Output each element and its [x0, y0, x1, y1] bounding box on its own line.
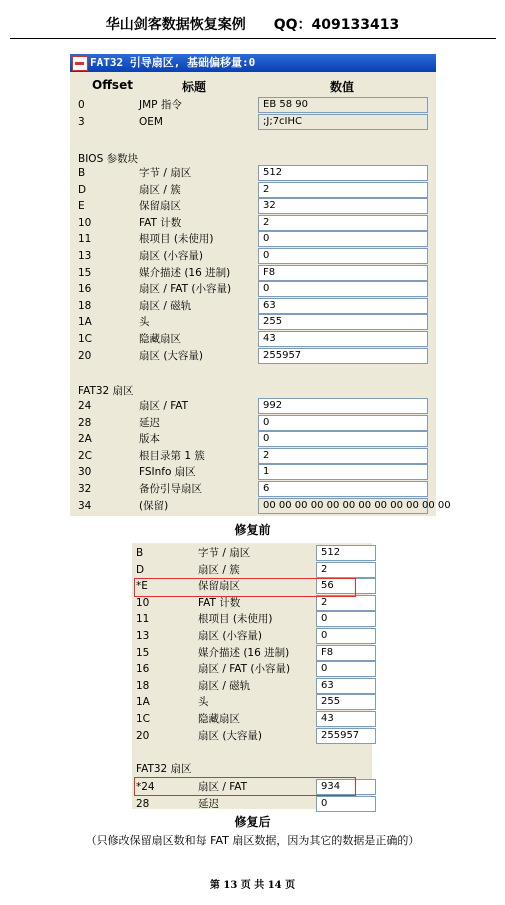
- group-fat32-sector: FAT32 扇区: [136, 763, 192, 775]
- repair-note: （只修改保留扇区数和每 FAT 扇区数据，因为其它的数据是正确的）: [85, 834, 420, 847]
- field-label: 扇区 / 磁轨: [139, 299, 192, 312]
- caption-before: 修复前: [234, 523, 271, 537]
- field-label: 根项目 (未使用): [198, 613, 273, 626]
- field-offset: 18: [136, 679, 150, 692]
- field-value-input[interactable]: F8: [258, 265, 428, 281]
- field-offset: D: [136, 563, 145, 576]
- field-offset: 28: [78, 416, 92, 429]
- field-row: [132, 595, 372, 611]
- field-row: [70, 281, 436, 297]
- field-label: 扇区 / 簇: [198, 563, 240, 576]
- field-row: [70, 248, 436, 264]
- field-value-input[interactable]: 0: [316, 628, 376, 644]
- field-value-input[interactable]: F8: [316, 645, 376, 661]
- field-value-input[interactable]: 1: [258, 464, 428, 480]
- field-row: [70, 481, 436, 497]
- field-label: (保留): [139, 499, 169, 512]
- column-header-value: 数值: [330, 80, 355, 94]
- field-offset: 13: [136, 630, 150, 642]
- field-value-input[interactable]: 0: [258, 231, 428, 247]
- field-row: [70, 265, 436, 281]
- field-label: 备份引导扇区: [139, 483, 202, 495]
- field-label: 字节 / 扇区: [198, 547, 251, 559]
- field-value-input[interactable]: 43: [316, 711, 376, 727]
- field-offset: 20: [78, 349, 92, 362]
- field-label: 媒介描述 (16 进制): [198, 646, 290, 659]
- field-offset: 32: [78, 483, 92, 495]
- field-value-input[interactable]: 00 00 00 00 00 00 00 00 00 00 00 00: [258, 498, 428, 514]
- field-value-input[interactable]: 63: [258, 298, 428, 314]
- field-value-input[interactable]: 0: [258, 248, 428, 264]
- field-offset: *24: [136, 781, 155, 793]
- field-offset: 1C: [136, 713, 151, 725]
- field-row: [70, 165, 436, 181]
- field-label: FSInfo 扇区: [139, 466, 196, 479]
- field-row: [70, 498, 451, 514]
- field-label: 扇区 (小容量): [198, 630, 263, 642]
- field-value-input[interactable]: 512: [258, 165, 428, 181]
- boot-sector-panel-before: [70, 54, 451, 516]
- field-offset: 10: [136, 596, 150, 609]
- column-header-offset: Offset: [92, 78, 133, 92]
- field-offset: 34: [78, 499, 92, 512]
- field-value-input[interactable]: 0: [316, 661, 376, 677]
- field-value-input[interactable]: 992: [258, 398, 428, 414]
- field-row: [70, 464, 436, 480]
- field-value-input[interactable]: 0: [316, 796, 376, 812]
- field-offset: *E: [136, 580, 148, 593]
- field-row: [70, 97, 436, 113]
- field-value-input[interactable]: 43: [258, 331, 428, 347]
- field-offset: 1A: [78, 316, 92, 329]
- field-offset: E: [78, 200, 85, 213]
- field-row: [70, 398, 436, 414]
- header-title: 华山剑客数据恢复案例: [105, 17, 246, 33]
- field-label: 媒介描述 (16 进制): [139, 266, 231, 279]
- field-offset: 2A: [78, 433, 92, 446]
- field-offset: 1C: [78, 333, 93, 345]
- group-bios-parameter-block: BIOS 参数块: [78, 153, 139, 165]
- field-value-input[interactable]: 255957: [258, 348, 428, 364]
- column-header-title: 标题: [182, 80, 207, 94]
- field-offset: 1A: [136, 696, 150, 709]
- field-label: OEM: [139, 115, 163, 128]
- field-value-input[interactable]: 2: [258, 448, 428, 464]
- field-row: [70, 231, 436, 247]
- field-label: 头: [139, 316, 150, 329]
- field-value-input[interactable]: 934: [316, 779, 376, 795]
- field-label: 版本: [139, 433, 160, 446]
- field-row: [132, 678, 372, 694]
- field-row: [70, 348, 436, 364]
- field-value-input[interactable]: 6: [258, 481, 428, 497]
- field-row: [132, 694, 372, 710]
- field-label: 扇区 / 磁轨: [198, 679, 251, 692]
- field-value-input[interactable]: 0: [316, 611, 376, 627]
- field-offset: 18: [78, 299, 92, 312]
- field-offset: 30: [78, 466, 92, 479]
- field-label: 保留扇区: [139, 200, 181, 213]
- field-offset: 15: [136, 646, 150, 659]
- field-label: 延迟: [139, 416, 160, 429]
- field-offset: D: [78, 183, 87, 196]
- field-offset: 2C: [78, 449, 93, 462]
- field-value-input[interactable]: 2: [258, 215, 428, 231]
- field-row: [70, 182, 436, 198]
- field-label: 字节 / 扇区: [139, 167, 192, 179]
- field-value-input[interactable]: 255: [316, 694, 376, 710]
- field-row: [70, 114, 436, 130]
- field-value-input[interactable]: 2: [316, 595, 376, 611]
- field-row: [70, 314, 436, 330]
- group-fat32-sector: FAT32 扇区: [78, 385, 134, 397]
- field-offset: 3: [78, 115, 85, 128]
- field-offset: 16: [78, 283, 92, 296]
- header-qq: QQ：409133413: [273, 17, 400, 33]
- field-row: [70, 415, 436, 431]
- field-label: FAT 计数: [198, 596, 241, 609]
- field-label: 扇区 / 簇: [139, 183, 181, 196]
- field-value-input[interactable]: 32: [258, 198, 428, 214]
- field-row: [132, 661, 372, 677]
- field-offset: 28: [136, 797, 150, 810]
- field-value-input[interactable]: 255: [258, 314, 428, 330]
- page-footer: 第 13 页 共 14 页: [209, 880, 296, 891]
- field-label: 根项目 (未使用): [139, 233, 214, 246]
- field-offset: 0: [78, 99, 85, 111]
- field-offset: B: [136, 547, 144, 559]
- document-header: [0, 14, 505, 34]
- field-label: 扇区 (小容量): [139, 250, 204, 262]
- field-row: [70, 298, 436, 314]
- field-label: 扇区 (大容量): [198, 729, 263, 742]
- field-label: JMP 指令: [139, 99, 182, 111]
- field-offset: 10: [78, 216, 92, 229]
- field-row: [132, 562, 372, 578]
- field-label: 扇区 / FAT: [198, 781, 248, 793]
- field-row: [132, 611, 372, 627]
- field-offset: 15: [78, 266, 92, 279]
- field-value-input[interactable]: 0: [258, 431, 428, 447]
- field-row: [70, 331, 436, 347]
- field-value-input[interactable]: 2: [258, 182, 428, 198]
- field-label: 扇区 / FAT (小容量): [198, 663, 291, 676]
- field-offset: 11: [136, 613, 150, 626]
- field-row: [70, 215, 436, 231]
- field-row: [70, 198, 436, 214]
- field-value-input[interactable]: EB 58 90: [258, 97, 428, 113]
- field-row: [132, 645, 372, 661]
- field-row: [70, 431, 436, 447]
- field-row: [132, 628, 372, 644]
- field-offset: 11: [78, 233, 92, 246]
- field-row: [132, 711, 372, 727]
- field-label: 扇区 / FAT: [139, 400, 189, 412]
- field-label: 根目录第 1 簇: [139, 449, 205, 462]
- field-label: 延迟: [198, 797, 219, 810]
- header-rule: [10, 38, 496, 39]
- field-value-input[interactable]: 255957: [316, 728, 376, 744]
- field-value-input[interactable]: 56: [316, 578, 376, 594]
- field-label: 隐藏扇区: [198, 713, 240, 725]
- highlight-sectors-per-fat: [134, 777, 356, 796]
- field-label: 保留扇区: [198, 580, 240, 593]
- field-label: 扇区 / FAT (小容量): [139, 283, 232, 296]
- field-offset: 13: [78, 250, 92, 262]
- field-offset: 20: [136, 729, 150, 742]
- field-label: FAT 计数: [139, 216, 182, 229]
- field-value-input[interactable]: 0: [258, 281, 428, 297]
- field-offset: 24: [78, 400, 92, 412]
- field-value-input[interactable]: 512: [316, 545, 376, 561]
- app-icon: [72, 56, 88, 71]
- field-offset: B: [78, 167, 86, 179]
- field-value-input[interactable]: ;J;7cIHC: [258, 114, 428, 130]
- field-row: [132, 796, 372, 812]
- field-row: [70, 448, 436, 464]
- field-label: 头: [198, 696, 209, 709]
- window-titlebar[interactable]: [70, 54, 436, 72]
- caption-after: 修复后: [234, 815, 271, 829]
- field-row: [132, 545, 372, 561]
- window-title: FAT32 引导扇区, 基础偏移量:0: [90, 56, 256, 69]
- field-value-input[interactable]: 63: [316, 678, 376, 694]
- field-value-input[interactable]: 2: [316, 562, 376, 578]
- field-row: [132, 728, 372, 744]
- boot-sector-panel-after: [132, 543, 372, 809]
- highlight-reserved-sectors: [134, 578, 356, 597]
- field-label: 隐藏扇区: [139, 333, 181, 345]
- field-value-input[interactable]: 0: [258, 415, 428, 431]
- field-label: 扇区 (大容量): [139, 349, 204, 362]
- field-offset: 16: [136, 663, 150, 676]
